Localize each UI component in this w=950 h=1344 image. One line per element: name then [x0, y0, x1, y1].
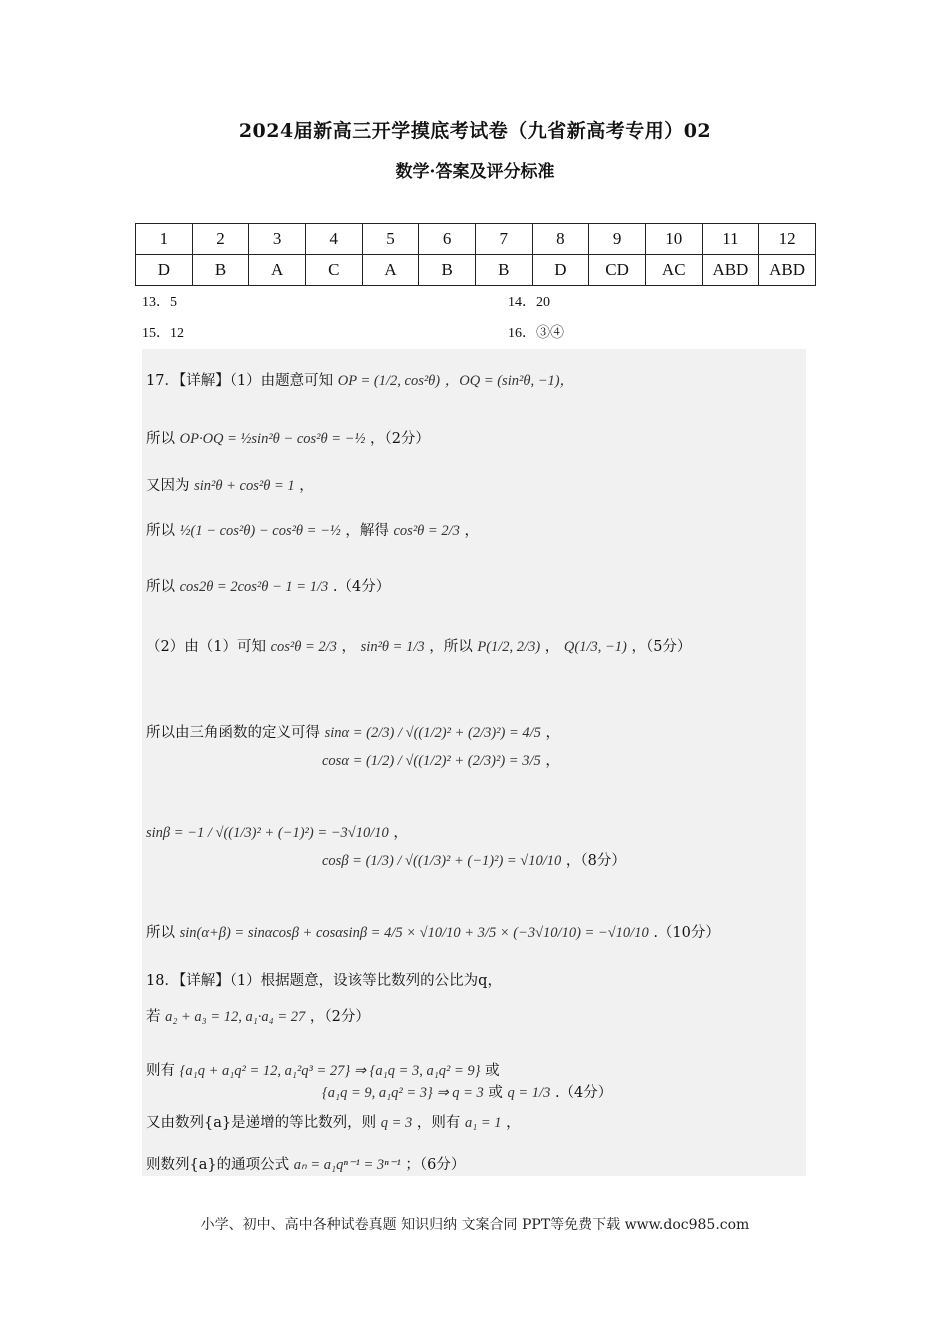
- math-expression: OP = (1/2, cos²θ): [337, 373, 441, 389]
- answer-cell: CD: [589, 255, 646, 286]
- answer-cell: ABD: [759, 255, 816, 286]
- math-expression: Q(1/3, −1): [563, 639, 627, 655]
- document-subtitle: 数学·答案及评分标准: [395, 162, 555, 182]
- question-number-cell: 7: [475, 224, 532, 255]
- solution-line: [146, 575, 390, 596]
- solution-text: ，则有: [416, 1115, 461, 1131]
- math-expression: cos²θ = 2/3: [270, 639, 337, 655]
- math-expression: cosβ = (1/3) / √((1/3)² + (−1)²) = √10/10: [322, 853, 562, 869]
- solution-line: [146, 519, 479, 540]
- solution-line: [322, 749, 560, 770]
- solution-text: ，: [545, 753, 560, 769]
- solution-text: 所以: [146, 925, 175, 941]
- solution-text: ，: [506, 1115, 521, 1131]
- solution-text: .（4分）: [332, 579, 391, 595]
- solution-text: 若: [146, 1009, 161, 1025]
- question-number-cell: 10: [645, 224, 702, 255]
- solution-text: 所以: [146, 431, 175, 447]
- math-expression: sinβ = −1 / √((1/3)² + (−1)²) = −3√10/10: [146, 825, 389, 841]
- footer-note: 小学、初中、高中各种试卷真题 知识归纳 文案合同 PPT等免费下载 www.doc985.com: [200, 1217, 750, 1233]
- math-expression: cos2θ = 2cos²θ − 1 = 1/3: [179, 579, 329, 595]
- solution-text: 所以由三角函数的定义可得: [146, 725, 320, 741]
- solution-text: ，: [393, 825, 408, 841]
- solution-text: ，: [544, 639, 560, 655]
- math-expression: a₂ + a₃ = 12, a₁·a₄ = 27: [165, 1009, 306, 1025]
- solution-text: 18．【详解】（1）根据题意，设该等比数列的公比为q，: [146, 973, 502, 989]
- question-number-cell: 8: [532, 224, 589, 255]
- answer-table-number-row: [136, 224, 816, 255]
- answer-cell: B: [192, 255, 249, 286]
- math-expression: sin²θ + cos²θ = 1: [194, 478, 295, 494]
- math-expression: ，OQ = (sin²θ, −1)，: [444, 373, 575, 389]
- document-title: 2024届新高三开学摸底考试卷（九省新高考专用）02: [238, 120, 712, 142]
- solution-text: （2）由（1）可知: [146, 639, 266, 655]
- answer-cell: A: [362, 255, 419, 286]
- answer-cell: B: [475, 255, 532, 286]
- math-expression: q = 1/3: [507, 1085, 551, 1101]
- solution-line: [146, 969, 502, 990]
- solution-text: 或: [488, 1085, 503, 1101]
- question-number-cell: 6: [419, 224, 476, 255]
- question-number-cell: 12: [759, 224, 816, 255]
- answer-cell: ABD: [702, 255, 759, 286]
- solution-line: [146, 369, 574, 390]
- math-expression: {a₁q + a₁q² = 12, a₁²q³ = 27} ⇒ {a₁q = 3, a₁q² = 9}: [179, 1063, 481, 1079]
- solution-text: ，: [299, 478, 314, 494]
- solution-text: 又由数列{a}是递增的等比数列，则: [146, 1115, 377, 1131]
- solution-text: ，: [341, 639, 357, 655]
- solution-text: ，（2分）: [309, 1009, 370, 1025]
- question-number-cell: 3: [249, 224, 306, 255]
- math-expression: cosα = (1/2) / √((1/2)² + (2/3)²) = 3/5: [322, 753, 541, 769]
- fill-answer-16: 16．③④: [508, 326, 564, 341]
- solution-text: ，（8分）: [565, 853, 626, 869]
- solution-text: .（10分）: [653, 925, 720, 941]
- answer-cell: B: [419, 255, 476, 286]
- question-number-cell: 9: [589, 224, 646, 255]
- question-number-cell: 1: [136, 224, 193, 255]
- solution-text: ，解得: [345, 523, 389, 539]
- question-number-cell: 5: [362, 224, 419, 255]
- answer-cell: C: [305, 255, 362, 286]
- question-number-cell: 2: [192, 224, 249, 255]
- math-expression: ½(1 − cos²θ) − cos²θ = −½: [179, 523, 341, 539]
- answer-cell: A: [249, 255, 306, 286]
- math-expression: sin(α+β) = sinαcosβ + cosαsinβ = 4/5 × √10/10 + 3/5 × (−3√10/10) = −√10/10: [179, 925, 649, 941]
- solution-text: 所以: [146, 579, 175, 595]
- answer-cell: AC: [645, 255, 702, 286]
- solution-area: [142, 349, 806, 1176]
- solution-line: [146, 1005, 370, 1026]
- solution-line: [322, 849, 626, 870]
- solution-line: [146, 1059, 500, 1080]
- math-expression: OP·OQ = ½sin²θ − cos²θ = −½: [179, 431, 366, 447]
- answer-table: [135, 223, 816, 286]
- solution-line: [146, 635, 691, 656]
- math-expression: aₙ = a₁qⁿ⁻¹ = 3ⁿ⁻¹: [293, 1157, 401, 1173]
- solution-line: [146, 1153, 465, 1174]
- solution-text: 则有: [146, 1063, 175, 1079]
- solution-line: [146, 821, 408, 842]
- answer-cell: D: [136, 255, 193, 286]
- fill-answer-14: 14．20: [508, 295, 550, 310]
- math-expression: q = 3: [380, 1115, 413, 1131]
- answer-table-answer-row: [136, 255, 816, 286]
- question-number-cell: 11: [702, 224, 759, 255]
- solution-text: ，（2分）: [369, 431, 430, 447]
- solution-text: 则数列{a}的通项公式: [146, 1157, 290, 1173]
- solution-text: ，: [545, 725, 561, 741]
- solution-text: 所以: [146, 523, 175, 539]
- question-number-cell: 4: [305, 224, 362, 255]
- math-expression: cos²θ = 2/3: [393, 523, 460, 539]
- fill-answer-15: 15．12: [142, 326, 184, 341]
- fill-answer-13: 13．5: [142, 295, 177, 310]
- solution-line: [322, 1081, 612, 1102]
- solution-line: [146, 474, 314, 495]
- math-expression: sinα = (2/3) / √((1/2)² + (2/3)²) = 4/5: [324, 725, 541, 741]
- solution-text: ；（6分）: [405, 1157, 466, 1173]
- solution-line: [146, 427, 430, 448]
- solution-text: 17．【详解】（1）由题意可知: [146, 373, 334, 389]
- math-expression: P(1/2, 2/3): [477, 639, 541, 655]
- solution-text: .（4分）: [554, 1085, 613, 1101]
- solution-text: 又因为: [146, 478, 190, 494]
- solution-text: ，（5分）: [631, 639, 692, 655]
- math-expression: sin²θ = 1/3: [360, 639, 425, 655]
- math-expression: a₁ = 1: [464, 1115, 502, 1131]
- solution-line: [146, 1111, 521, 1132]
- solution-text: 或: [485, 1063, 500, 1079]
- solution-line: [146, 921, 720, 942]
- solution-text: ，: [464, 523, 479, 539]
- answer-cell: D: [532, 255, 589, 286]
- solution-line: [146, 721, 560, 742]
- solution-text: ，所以: [429, 639, 473, 655]
- math-expression: {a₁q = 9, a₁q² = 3} ⇒ q = 3: [322, 1085, 484, 1101]
